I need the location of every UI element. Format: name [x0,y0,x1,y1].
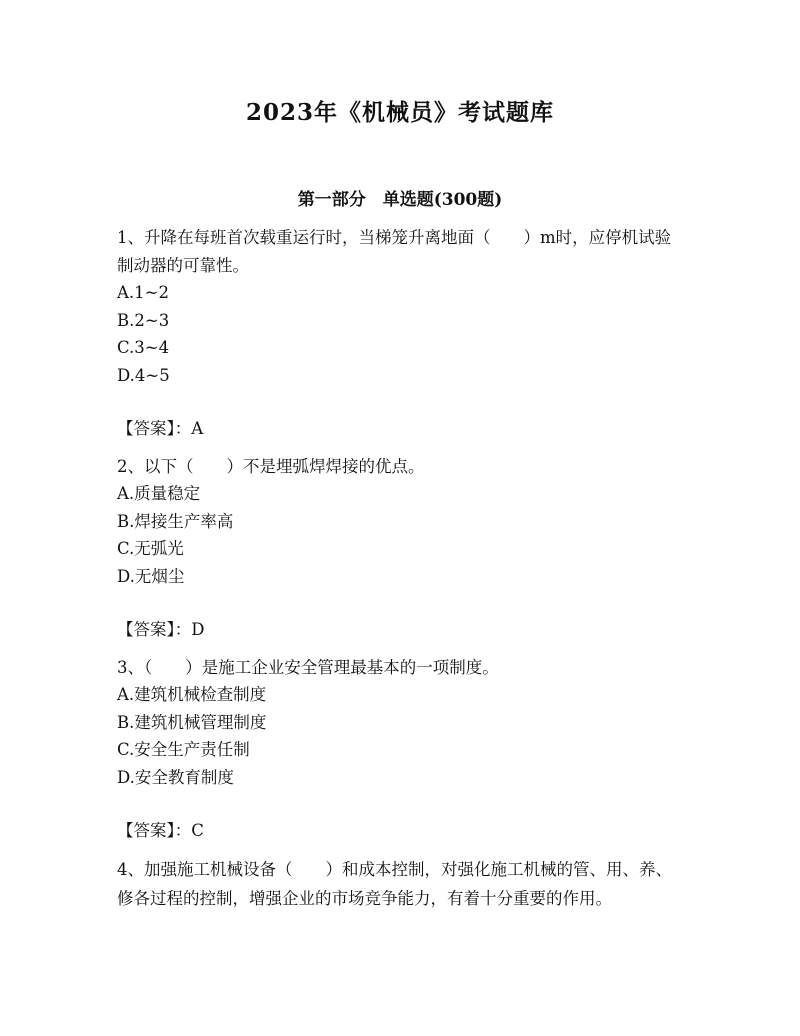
question-2-option-b: B.焊接生产率高 [117,511,234,531]
question-3-option-d: D.安全教育制度 [117,767,234,787]
question-1-stem: 1、升降在每班首次载重运行时，当梯笼升离地面（ ）m时，应停机试验制动器的可靠性。 [117,228,672,275]
question-list [117,224,687,913]
question-3-answer: 【答案】：C [117,821,204,840]
question-2-option-a: A.质量稳定 [117,484,201,503]
question-3-option-b: B.建筑机械管理制度 [117,712,267,732]
question-1-option-c: C.3~4 [117,338,170,357]
question-2-answer: 【答案】：D [117,620,205,639]
question-3-option-a: A.建筑机械检查制度 [117,685,267,704]
question-1-option-b: B.2~3 [117,310,170,330]
question-1 [117,224,687,443]
document-title: 2023年《机械员》考试题库 [245,99,554,126]
question-4-stem: 4、加强施工机械设备（ ）和成本控制，对强化施工机械的管、用、养、修各过程的控制，增强企业的市场竞争能力，有着十分重要的作用。 [117,859,672,908]
question-2-option-c: C.无弧光 [117,539,184,558]
question-3-stem: 3、（ ）是施工企业安全管理最基本的一项制度。 [117,657,499,677]
question-4 [117,855,687,913]
question-1-option-d: D.4~5 [117,365,170,385]
section-title: 第一部分 单选题(300题) [297,190,503,210]
question-1-answer: 【答案】：A [117,419,204,438]
question-1-option-a: A.1~2 [117,283,169,302]
question-3-option-c: C.安全生产责任制 [117,740,250,759]
question-2 [117,453,687,644]
question-2-stem: 2、以下（ ）不是埋弧焊焊接的优点。 [117,456,425,476]
question-3 [117,654,687,845]
question-2-option-d: D.无烟尘 [117,566,185,586]
